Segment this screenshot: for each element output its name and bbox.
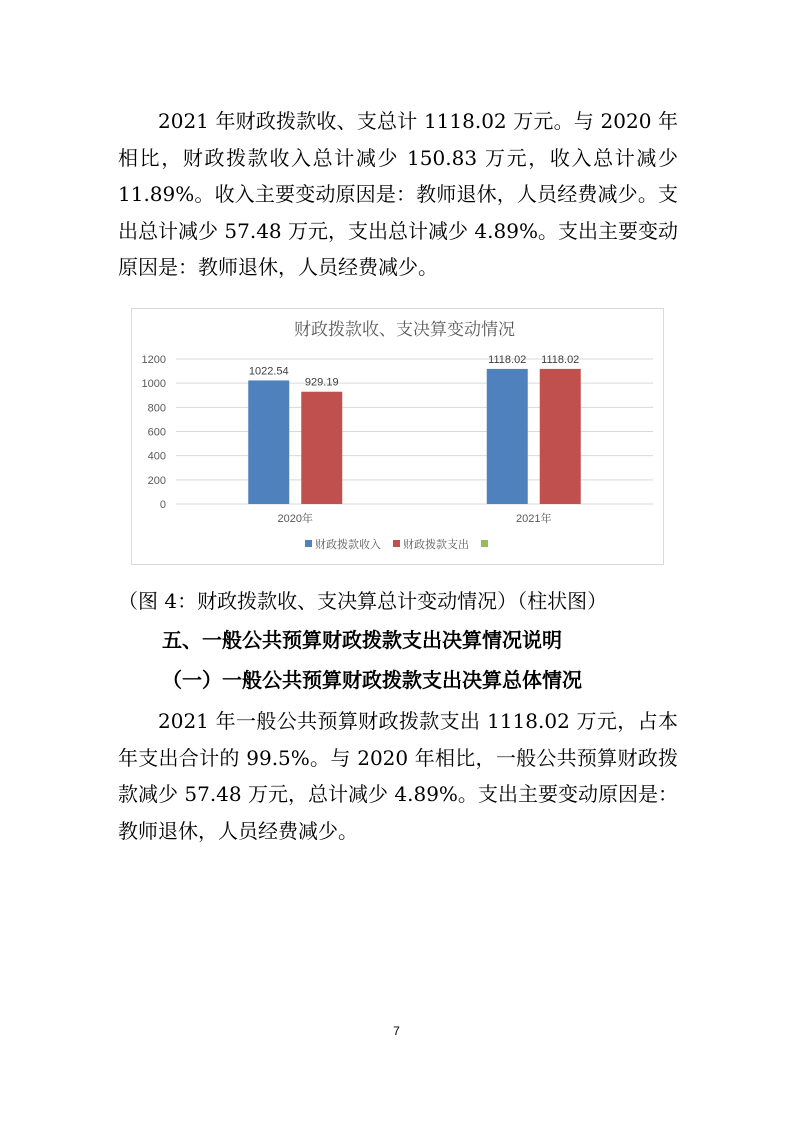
bar-chart: [131, 308, 664, 565]
figure-caption: （图 4：财政拨款收、支决算总计变动情况）（柱状图）: [118, 589, 608, 613]
y-tick-label: 0: [159, 499, 166, 511]
x-tick-label: 2020年: [277, 513, 313, 525]
bar-2: [301, 392, 342, 504]
bar-2: [540, 369, 581, 504]
data-label: 1022.54: [248, 365, 289, 378]
y-tick-label: 1000: [141, 378, 166, 391]
body-paragraph: 2021 年一般公共预算财政拨款支出 1118.02 万元，占本年支出合计的 99.5%。与 2020 年相比，一般公共预算财政拨款减少 57.48 万元，总计减少 4.89%。支出主要变动原因是：教师退休，人员经费减少。: [118, 709, 678, 843]
y-tick-label: 600: [147, 426, 166, 439]
page-number: 7: [393, 1024, 400, 1038]
subsection-heading: （一）一般公共预算财政拨款支出决算总体情况: [162, 668, 582, 692]
legend-label: 财政拨款收入: [315, 539, 381, 551]
legend-swatch: [305, 540, 312, 547]
legend-swatch: [393, 540, 400, 547]
chart-title: 财政拨款收、支决算变动情况: [294, 320, 515, 339]
bar-1: [487, 369, 528, 504]
intro-paragraph: 2021 年财政拨款收、支总计 1118.02 万元。与 2020 年相比，财政拨款收入总计减少 150.83 万元，收入总计减少 11.89%。收入主要变动原因是：教师退休，人员经费减少。支出总计减少 57.48 万元，支出总计减少 4.89%。支出主要变动原因是：教师退休，人员经费减少。: [118, 109, 678, 279]
data-label: 1118.02: [488, 353, 527, 366]
chart-svg: [132, 309, 663, 564]
data-label: 1118.02: [541, 353, 580, 366]
data-label: 929.19: [304, 376, 339, 389]
legend-label: 财政拨款支出: [403, 539, 469, 551]
y-tick-label: 400: [147, 450, 166, 463]
bar-1: [248, 380, 289, 504]
y-tick-label: 800: [147, 402, 166, 415]
y-tick-label: 1200: [141, 354, 166, 366]
x-tick-label: 2021年: [516, 513, 552, 525]
section-heading: 五、一般公共预算财政拨款支出决算情况说明: [162, 628, 562, 652]
y-tick-label: 200: [147, 474, 166, 487]
legend-swatch: [481, 540, 488, 547]
